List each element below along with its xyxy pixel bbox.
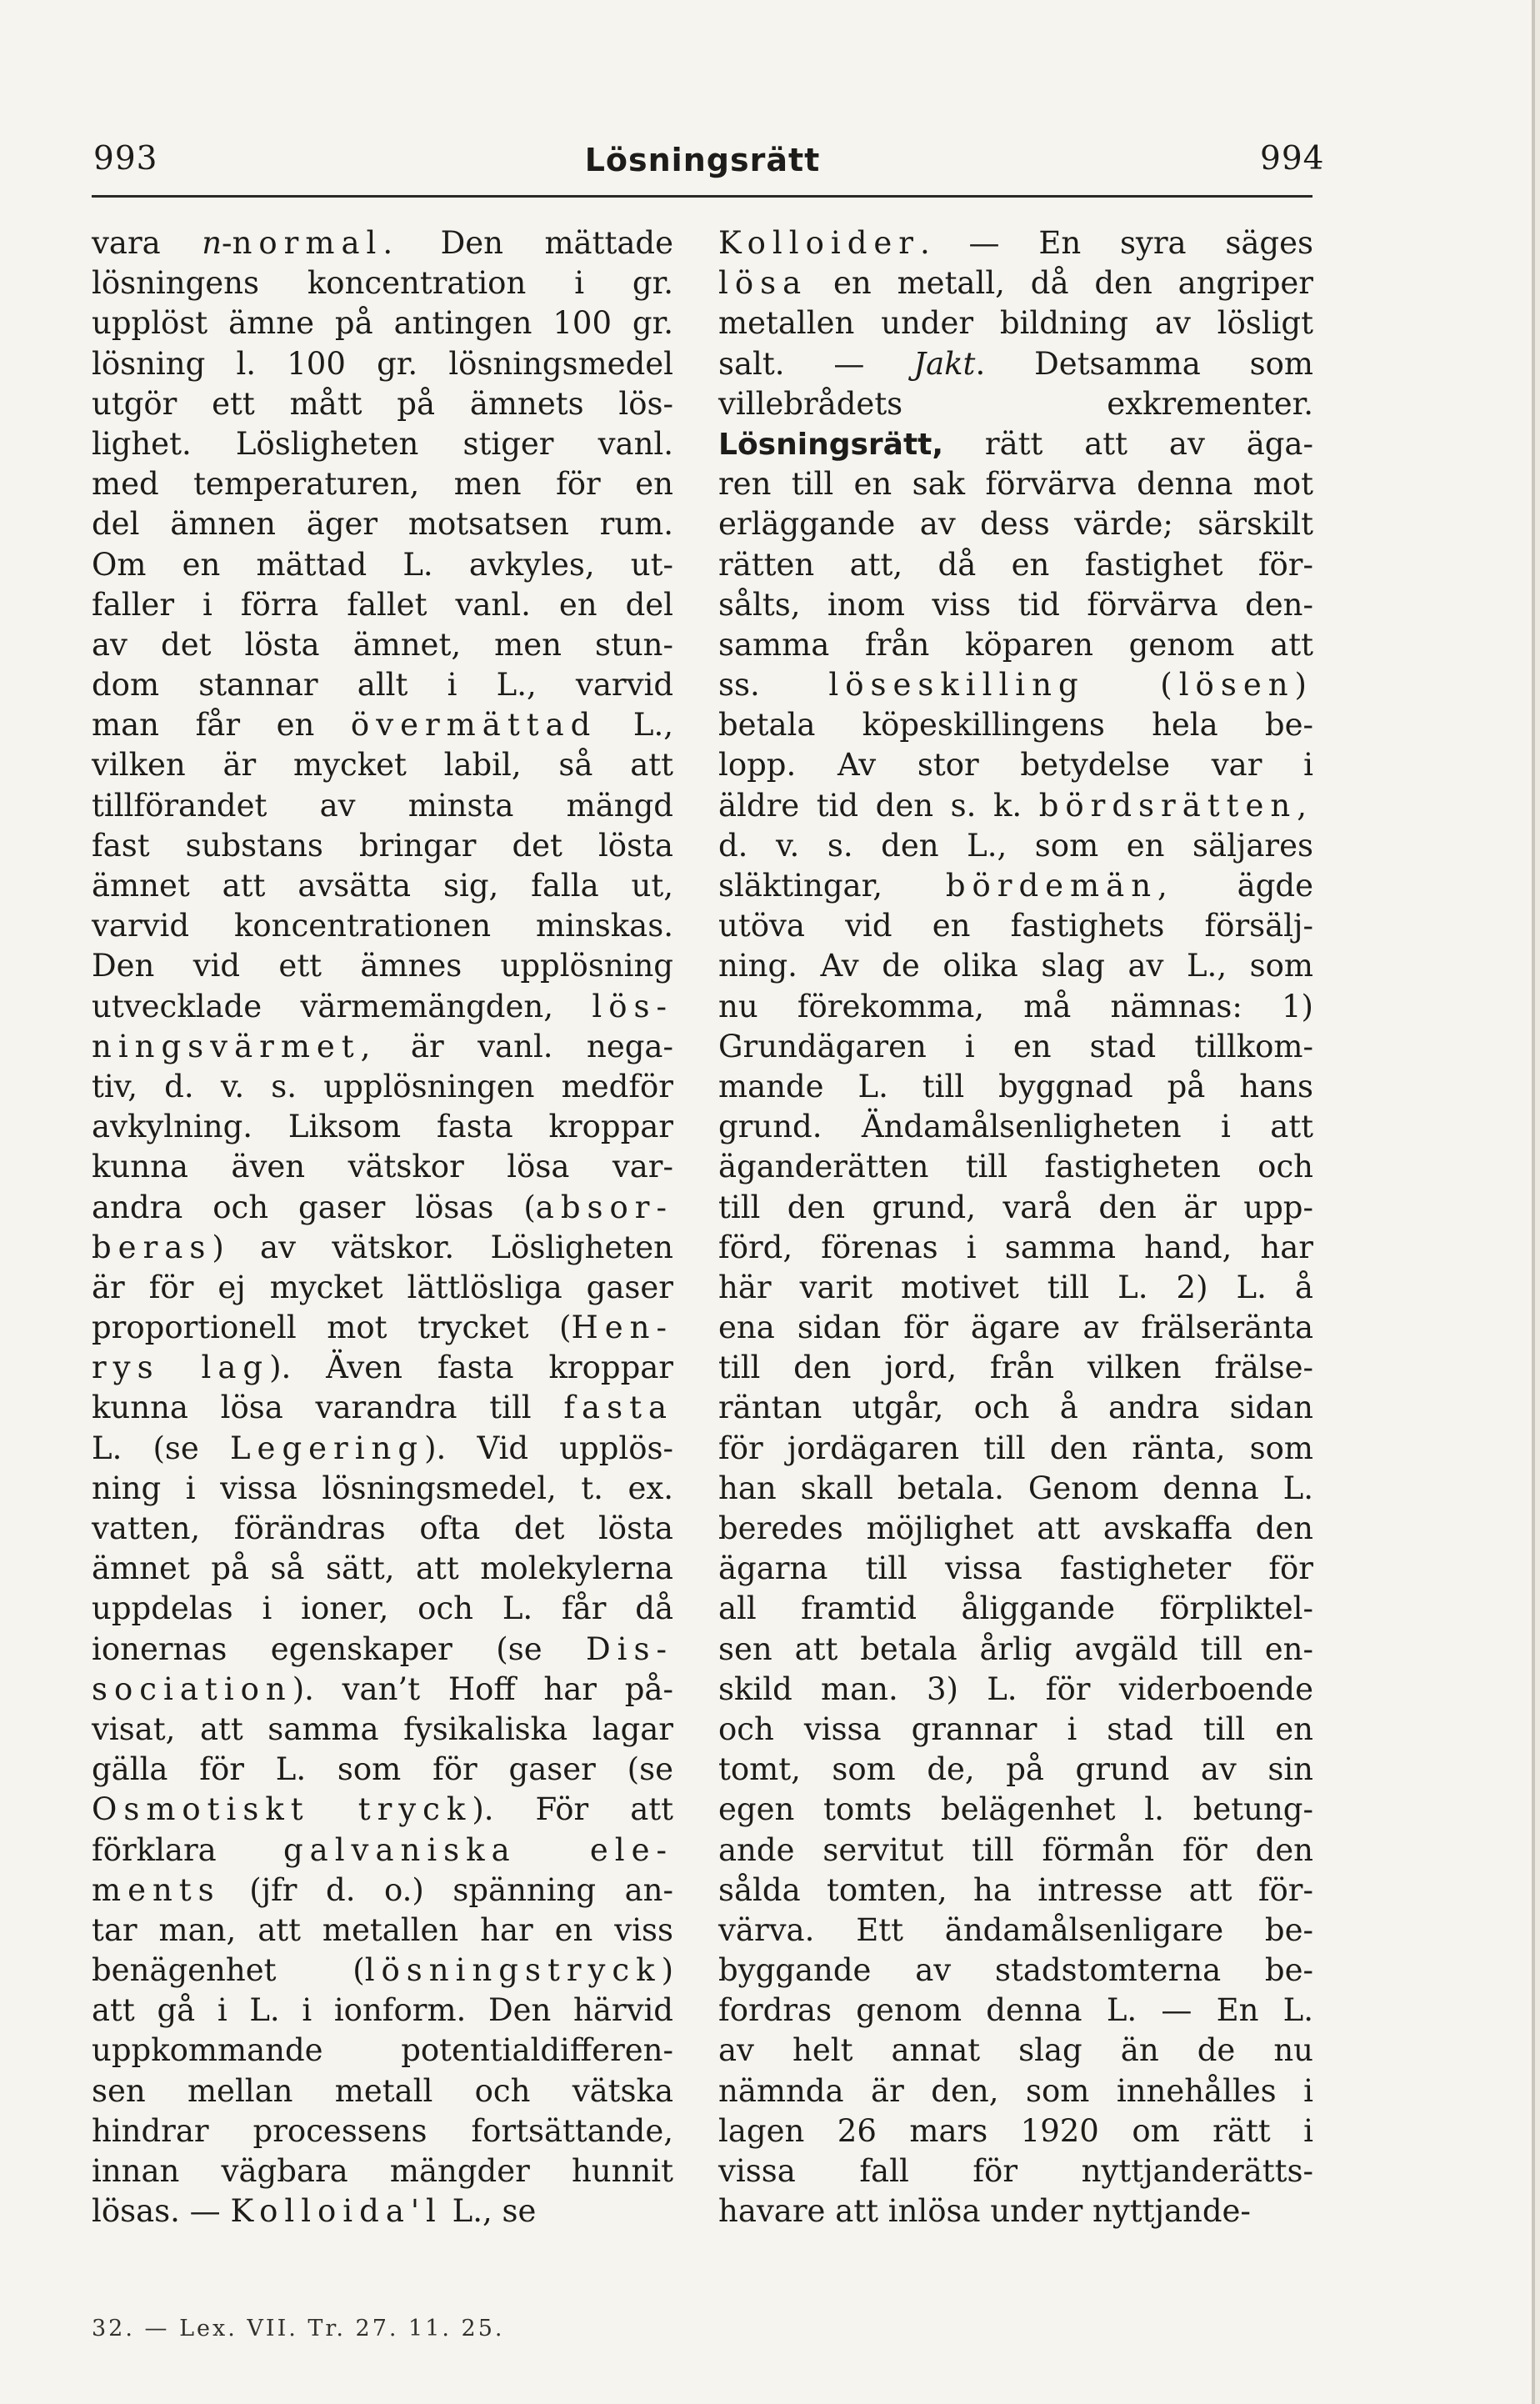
text-span: ments — [92, 1871, 221, 1908]
left-text-column — [92, 223, 673, 2231]
text-line — [718, 2071, 1313, 2111]
text-span: rätten att, då en fastighet för- — [718, 546, 1313, 583]
text-span: sålda tomten, ha intresse att för- — [718, 1871, 1313, 1908]
text-line — [92, 545, 673, 585]
text-line — [92, 1790, 673, 1830]
text-span: äganderätten till fastigheten och — [718, 1149, 1313, 1185]
text-line — [92, 1469, 673, 1509]
text-span: lösningstryck — [364, 1952, 662, 1989]
text-span: och vissa grannar i stad till en — [718, 1710, 1313, 1747]
text-line — [718, 384, 1313, 424]
text-line — [92, 1188, 673, 1228]
text-span: ren till en sak förvärva denna mot — [718, 466, 1313, 503]
text-span: ningsvärmet, — [92, 1028, 378, 1064]
text-line — [92, 1589, 673, 1629]
text-span: Osmotiskt tryck — [92, 1791, 472, 1828]
text-span: utöva vid en fastighets försälj- — [718, 908, 1313, 944]
text-line — [718, 1308, 1313, 1348]
text-span: att gå i L. i ionform. Den härvid — [92, 1992, 673, 2029]
text-span: sen att betala årlig avgäld till en- — [718, 1630, 1313, 1667]
text-line — [718, 1630, 1313, 1670]
text-span: utgör ett mått på ämnets lös- — [92, 385, 673, 422]
text-line — [92, 384, 673, 424]
header-rule — [92, 195, 1312, 198]
text-span: byggande av stadstomterna be- — [718, 1952, 1313, 1989]
text-span: visat, att samma fysikaliska lagar — [92, 1710, 673, 1747]
text-line — [718, 1067, 1313, 1107]
text-span: lopp. Av stor betydelse var i — [718, 747, 1313, 784]
text-span: ss. — [718, 667, 829, 704]
text-span: skild man. 3) L. för viderboende — [718, 1670, 1313, 1707]
text-line — [92, 424, 673, 464]
text-line — [92, 1630, 673, 1670]
text-span: ägde — [1173, 868, 1313, 904]
right-text-column — [718, 223, 1313, 2231]
text-line — [718, 1670, 1313, 1710]
text-span: benägenhet ( — [92, 1952, 365, 1989]
text-line — [718, 1750, 1313, 1790]
text-span: vara — [92, 225, 202, 261]
text-line — [718, 1911, 1313, 1951]
text-span: absor- — [535, 1189, 673, 1225]
text-span: gälla för L. som för gaser (se — [92, 1751, 673, 1788]
text-span: ägarna till vissa fastigheter för — [718, 1550, 1313, 1587]
text-span: är vanl. nega- — [377, 1028, 673, 1064]
text-span: havare att inlösa under nyttjande- — [718, 2193, 1251, 2230]
text-line — [718, 906, 1313, 946]
text-span: Kolloida'l — [230, 2193, 442, 2230]
text-span: ämnet att avsätta sig, falla ut, — [92, 868, 673, 904]
text-span: vilken är mycket labil, så att — [92, 747, 673, 784]
text-line — [92, 1268, 673, 1308]
text-line — [92, 2031, 673, 2071]
page-title: Lösningsrätt — [584, 142, 821, 178]
text-span: all framtid åliggande förpliktel- — [718, 1590, 1313, 1627]
text-line — [718, 625, 1313, 665]
text-span: Lösningsrätt, — [718, 427, 944, 462]
text-line — [92, 464, 673, 504]
text-span: upplöst ämne på antingen 100 gr. — [92, 305, 673, 342]
text-span: ena sidan för ägare av frälseränta — [718, 1310, 1313, 1346]
text-line — [92, 745, 673, 785]
text-line — [718, 504, 1313, 544]
text-span: lösas. — — [92, 2193, 231, 2230]
text-line — [718, 1710, 1313, 1750]
text-span: ämnet på så sätt, att molekylerna — [92, 1550, 673, 1587]
text-span: tar man, att metallen har en viss — [92, 1911, 673, 1948]
text-line — [92, 223, 673, 263]
text-span: till den jord, från vilken frälse- — [718, 1350, 1313, 1386]
text-span: lösningens koncentration i gr. — [92, 265, 673, 302]
text-span: hindrar processens fortsättande, — [92, 2112, 673, 2149]
text-span: Dis- — [586, 1630, 673, 1667]
text-line — [92, 1308, 673, 1348]
text-span: fasta — [563, 1390, 673, 1426]
text-line — [718, 1790, 1313, 1830]
text-line — [718, 946, 1313, 986]
text-span: fast substans bringar det lösta — [92, 827, 673, 864]
text-span: ). Även fasta kroppar — [269, 1350, 673, 1386]
text-line — [718, 705, 1313, 745]
text-line — [718, 424, 1313, 464]
text-line — [718, 1268, 1313, 1308]
text-line — [92, 2191, 673, 2231]
text-line — [92, 1991, 673, 2031]
text-span: salt. — — [718, 345, 914, 382]
text-span: lösa — [718, 265, 808, 302]
text-span: avkylning. Liksom fasta kroppar — [92, 1109, 673, 1145]
text-line — [92, 866, 673, 906]
text-span: man får en — [92, 707, 351, 744]
text-line — [92, 1670, 673, 1710]
text-line — [718, 223, 1313, 263]
text-span: mande L. till byggnad på hans — [718, 1068, 1313, 1104]
text-line — [92, 786, 673, 826]
text-line — [92, 1107, 673, 1147]
text-line — [92, 1388, 673, 1428]
text-line — [92, 1710, 673, 1750]
text-span: räntan utgår, och å andra sidan — [718, 1390, 1313, 1426]
text-span: ). För att — [472, 1791, 673, 1828]
text-line — [718, 1388, 1313, 1428]
text-span: beras — [92, 1229, 212, 1265]
text-line — [92, 1348, 673, 1388]
text-span: löseskilling (lösen) — [828, 667, 1313, 704]
text-line — [718, 1348, 1313, 1388]
text-line — [718, 1589, 1313, 1629]
page-number-left: 993 — [93, 140, 158, 178]
text-span: ). Vid upplös- — [424, 1430, 673, 1466]
text-span: ) — [661, 1952, 673, 1989]
text-line — [718, 1147, 1313, 1187]
page-number-right: 994 — [1260, 140, 1325, 178]
text-line — [92, 1831, 673, 1871]
text-span: en metall, då den angriper — [808, 265, 1313, 302]
text-line — [92, 665, 673, 705]
text-line — [718, 1107, 1313, 1147]
text-line — [92, 585, 673, 625]
text-span: beredes möjlighet att avskaffa den — [718, 1510, 1313, 1546]
text-span: Hen- — [571, 1310, 673, 1346]
text-span: . — En syra säges — [919, 225, 1313, 261]
text-line — [718, 1188, 1313, 1228]
text-span: d. v. s. den L., som en säljares — [718, 827, 1313, 864]
text-line — [718, 464, 1313, 504]
text-line — [718, 2031, 1313, 2071]
text-line — [92, 1027, 673, 1067]
text-span: kunna även vätskor lösa var- — [92, 1149, 673, 1185]
text-span: sen mellan metall och vätska — [92, 2072, 673, 2109]
text-line — [718, 1228, 1313, 1268]
text-span: varvid koncentrationen minskas. — [92, 908, 673, 944]
text-line — [92, 2071, 673, 2111]
text-span: L., — [597, 707, 673, 744]
text-span: ning i vissa lösningsmedel, t. ex. — [92, 1470, 673, 1506]
text-span: nu förekomma, må nämnas: 1) — [718, 988, 1313, 1024]
text-span: dom stannar allt i L., varvid — [92, 667, 673, 704]
text-span: sociation — [92, 1670, 292, 1707]
text-line — [92, 263, 673, 303]
text-span: uppdelas i ioner, och L. får då — [92, 1590, 673, 1627]
text-span: villebrådets exkrementer. — [718, 385, 1313, 422]
text-span: med temperaturen, men för en — [92, 466, 673, 503]
text-line — [92, 2111, 673, 2151]
text-span: sålts, inom viss tid förvärva den- — [718, 586, 1313, 623]
text-line — [92, 1911, 673, 1951]
text-span: L., se — [442, 2193, 537, 2230]
text-span: är för ej mycket lättlösliga gaser — [92, 1269, 673, 1305]
text-span: Den vid ett ämnes upplösning — [92, 948, 673, 984]
text-line — [718, 1871, 1313, 1911]
text-span: bördsrätten, — [1038, 787, 1313, 824]
text-span: tomt, som de, på grund av sin — [718, 1751, 1313, 1788]
footer-signature: 32. — Lex. VII. Tr. 27. 11. 25. — [92, 2316, 505, 2341]
text-span: lösning l. 100 gr. lösningsmedel — [92, 345, 673, 382]
text-line — [718, 1429, 1313, 1469]
text-span: L. (se — [92, 1430, 230, 1466]
text-span: Legering — [229, 1430, 425, 1466]
text-line — [92, 1549, 673, 1589]
text-span: normal. — [232, 225, 400, 261]
text-line — [718, 866, 1313, 906]
text-span: lighet. Lösligheten stiger vanl. — [92, 425, 673, 462]
text-span: ) av vätskor. Lösligheten — [212, 1229, 673, 1265]
text-span: till den grund, varå den är upp- — [718, 1189, 1313, 1225]
text-span: utvecklade värmemängden, — [92, 988, 592, 1024]
text-line — [718, 786, 1313, 826]
text-span: bördemän, — [945, 868, 1174, 904]
text-line — [718, 1469, 1313, 1509]
text-line — [92, 946, 673, 986]
text-line — [92, 1750, 673, 1790]
text-span: egen tomts belägenhet l. betung- — [718, 1791, 1313, 1828]
text-span: värva. Ett ändamålsenligare be- — [718, 1911, 1313, 1948]
text-span: rätt att av äga- — [943, 425, 1313, 462]
text-line — [718, 2191, 1313, 2231]
text-line — [92, 1509, 673, 1549]
text-line — [718, 745, 1313, 785]
text-span: del ämnen äger motsatsen rum. — [92, 506, 673, 543]
text-line — [92, 906, 673, 946]
text-line — [718, 987, 1313, 1027]
text-line — [92, 826, 673, 866]
text-line — [92, 1951, 673, 1991]
text-span: samma från köparen genom att — [718, 626, 1313, 663]
text-line — [92, 625, 673, 665]
text-line — [92, 504, 673, 544]
text-line — [718, 1509, 1313, 1549]
text-span: andra och gaser lösas ( — [92, 1189, 536, 1225]
text-line — [718, 344, 1313, 384]
text-span: faller i förra fallet vanl. en del — [92, 586, 673, 623]
text-line — [92, 1067, 673, 1107]
text-span: släktingar, — [718, 868, 946, 904]
text-span: lös- — [592, 988, 673, 1024]
text-line — [718, 1549, 1313, 1589]
text-span: grund. Ändamålsenligheten i att — [718, 1109, 1313, 1145]
text-line — [92, 303, 673, 343]
text-span: ionernas egenskaper (se — [92, 1630, 586, 1667]
text-line — [92, 1429, 673, 1469]
text-line — [92, 2151, 673, 2191]
text-span: erläggande av dess värde; särskilt — [718, 506, 1313, 543]
text-span: kunna lösa varandra till — [92, 1390, 564, 1426]
text-span: Grundägaren i en stad tillkom- — [718, 1028, 1313, 1064]
text-span: ). van’t Hoff har på- — [292, 1670, 673, 1707]
text-span: betala köpeskillingens hela be- — [718, 707, 1313, 744]
text-span: vatten, förändras ofta det lösta — [92, 1510, 673, 1546]
text-span: tillförandet av minsta mängd — [92, 787, 673, 824]
text-span: - — [222, 225, 232, 261]
text-span: lagen 26 mars 1920 om rätt i — [718, 2112, 1313, 2149]
text-line — [92, 987, 673, 1027]
text-span: nämnda är den, som innehålles i — [718, 2072, 1313, 2109]
text-span: rys lag — [92, 1350, 270, 1386]
text-span: Om en mättad L. avkyles, ut- — [92, 546, 673, 583]
text-span: (jfr d. o.) spänning an- — [220, 1871, 673, 1908]
text-line — [718, 2111, 1313, 2151]
text-span: äldre tid den s. k. — [718, 787, 1039, 824]
text-line — [92, 705, 673, 745]
text-line — [718, 1951, 1313, 1991]
text-line — [718, 1991, 1313, 2031]
text-span: fordras genom denna L. — En L. — [718, 1992, 1313, 2029]
text-line — [718, 303, 1313, 343]
text-span: han skall betala. Genom denna L. — [718, 1470, 1313, 1506]
text-line — [718, 1831, 1313, 1871]
text-span: vissa fall för nyttjanderätts- — [718, 2153, 1313, 2189]
text-span: här varit motivet till L. 2) L. å — [718, 1269, 1313, 1305]
text-line — [718, 545, 1313, 585]
text-span: n — [202, 225, 222, 261]
text-span: innan vägbara mängder hunnit — [92, 2153, 673, 2189]
text-line — [92, 1871, 673, 1911]
text-span: förklara — [92, 1831, 283, 1868]
text-line — [92, 344, 673, 384]
text-span: för jordägaren till den ränta, som — [718, 1430, 1313, 1466]
text-line — [92, 1147, 673, 1187]
text-line — [718, 665, 1313, 705]
text-span: Den mättade — [399, 225, 673, 261]
text-span: proportionell mot trycket ( — [92, 1310, 572, 1346]
text-span: uppkommande potentialdifferen- — [92, 2032, 673, 2069]
text-line — [718, 2151, 1313, 2191]
text-line — [718, 263, 1313, 303]
text-line — [718, 585, 1313, 625]
text-span: av helt annat slag än de nu — [718, 2032, 1313, 2069]
text-line — [718, 1027, 1313, 1067]
text-span: galvaniska ele- — [282, 1831, 674, 1868]
text-span: förd, förenas i samma hand, har — [718, 1229, 1313, 1265]
text-span: metallen under bildning av lösligt — [718, 305, 1313, 342]
text-span: Jakt — [913, 345, 976, 382]
text-span: tiv, d. v. s. upplösningen medför — [92, 1068, 673, 1104]
text-span: Kolloider — [718, 225, 920, 261]
text-span: ande servitut till förmån för den — [718, 1831, 1313, 1868]
text-line — [92, 1228, 673, 1268]
text-span: ning. Av de olika slag av L., som — [718, 948, 1313, 984]
text-span: . Detsamma som — [975, 345, 1313, 382]
text-span: övermättad — [350, 707, 598, 744]
text-span: av det lösta ämnet, men stun- — [92, 626, 673, 663]
text-line — [718, 826, 1313, 866]
